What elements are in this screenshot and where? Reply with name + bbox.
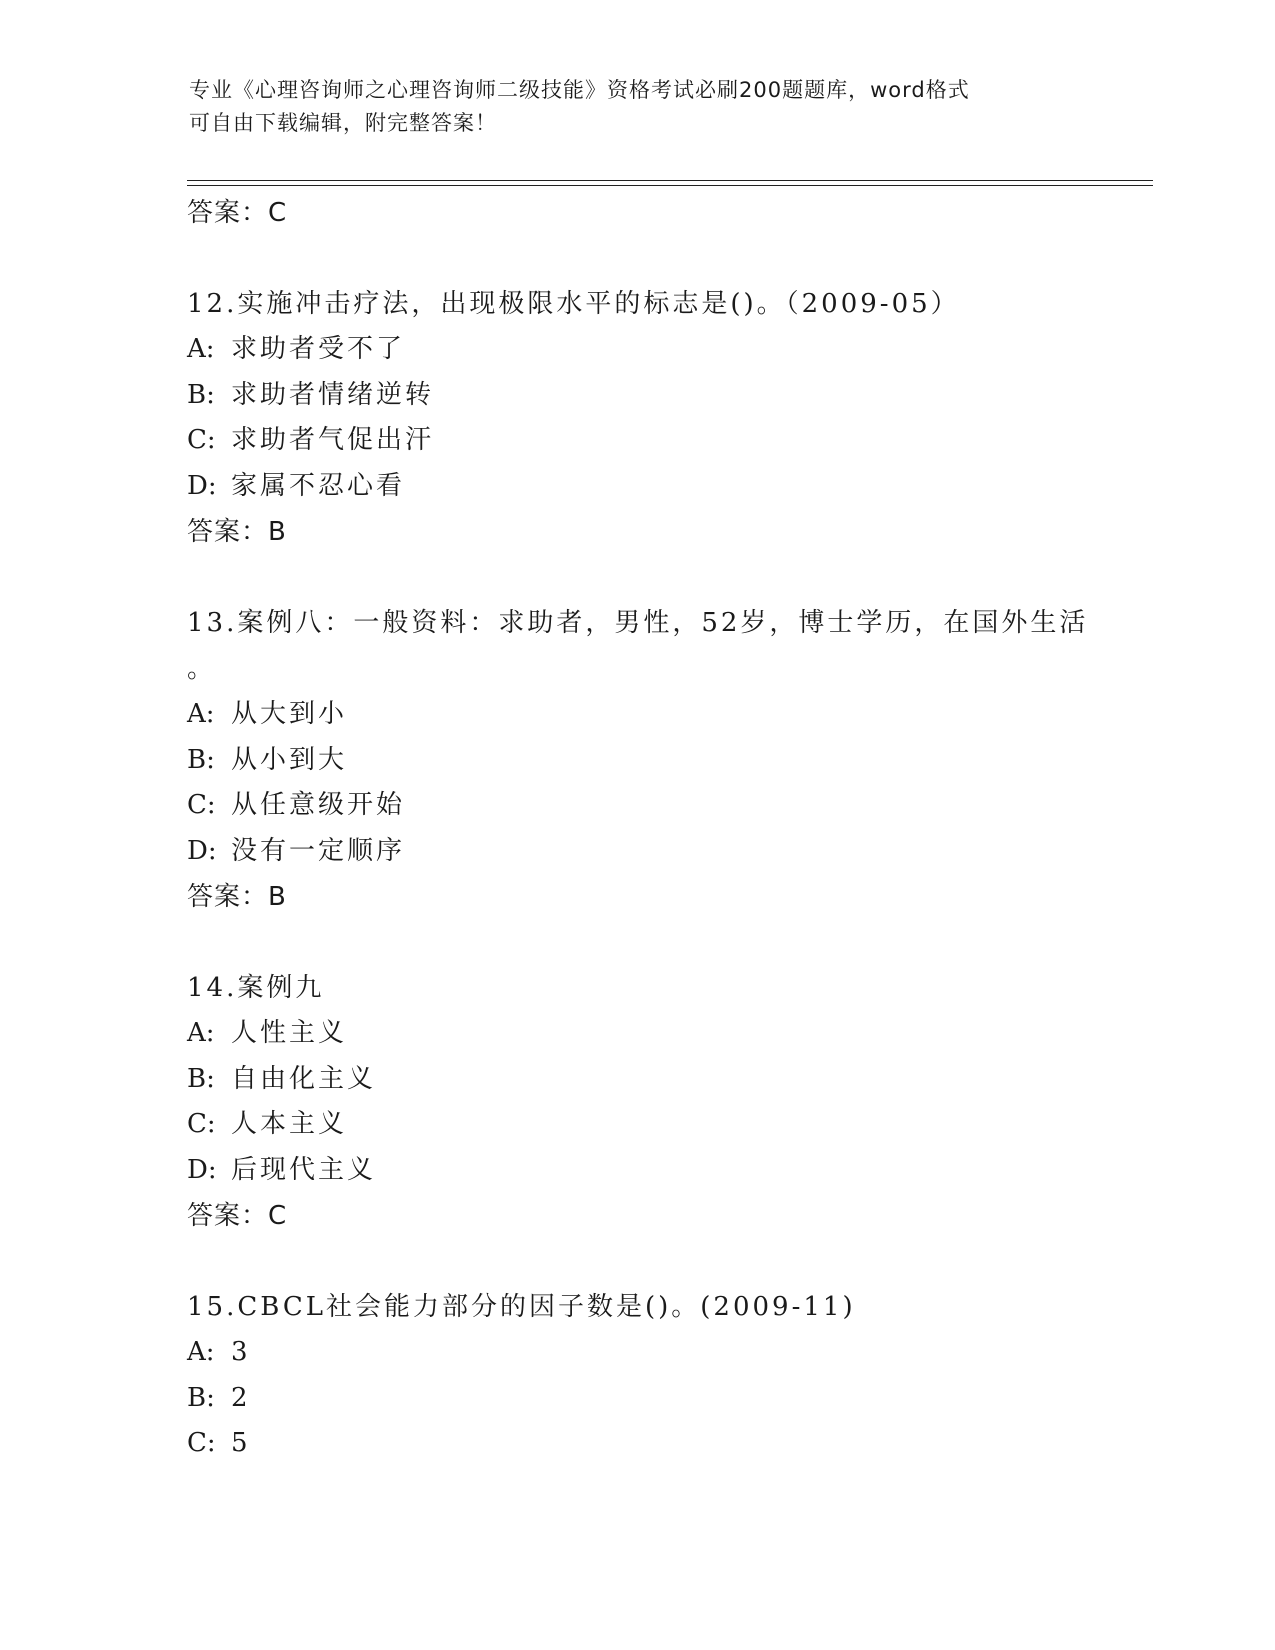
option-a <box>187 327 1087 373</box>
answer: 答案：B <box>187 517 287 547</box>
option-c <box>187 1421 1087 1467</box>
document-header <box>189 74 1069 140</box>
option-key: C: <box>187 425 216 455</box>
question-title: 14.案例九 <box>187 973 325 1003</box>
option-key: A: <box>187 1018 215 1048</box>
option-key: C: <box>187 1428 216 1458</box>
option-text: 3 <box>231 1337 251 1367</box>
option-b <box>187 1376 1087 1422</box>
option-b <box>187 738 1087 784</box>
option-key: D: <box>187 835 217 866</box>
option-key: A: <box>187 1337 215 1367</box>
option-d <box>187 829 1087 875</box>
question-title: 13.案例八：一般资料：求助者，男性，52岁，博士学历，在国外生活 <box>187 608 1089 638</box>
option-text: 后现代主义 <box>231 1154 377 1185</box>
option-key: D: <box>187 470 217 501</box>
spacer <box>187 920 1087 965</box>
option-text: 自由化主义 <box>231 1063 377 1094</box>
option-b <box>187 1057 1087 1103</box>
option-c <box>187 783 1087 829</box>
option-text: 求助者受不了 <box>231 334 406 364</box>
question-list <box>187 190 1087 1467</box>
option-a <box>187 1011 1087 1057</box>
question-14 <box>187 965 1087 1239</box>
question-title: 15.CBCL社会能力部分的因子数是()。(2009-11) <box>187 1292 856 1322</box>
option-text: 5 <box>231 1428 251 1458</box>
option-text: 从大到小 <box>231 699 348 729</box>
option-a <box>187 692 1087 738</box>
question-13 <box>187 600 1087 920</box>
option-key: B: <box>187 1063 215 1094</box>
question-title-continuation: 。 <box>187 654 214 684</box>
option-text: 从小到大 <box>231 744 348 775</box>
option-key: A: <box>187 699 215 729</box>
option-key: B: <box>187 379 215 410</box>
spacer <box>187 555 1087 600</box>
option-text: 求助者气促出汗 <box>231 425 435 455</box>
option-key: B: <box>187 744 215 775</box>
option-text: 2 <box>231 1382 251 1413</box>
option-key: C: <box>187 1109 216 1139</box>
question-15 <box>187 1284 1087 1467</box>
option-b <box>187 373 1087 419</box>
question-title: 12.实施冲击疗法，出现极限水平的标志是()。（2009-05） <box>187 289 960 319</box>
option-key: B: <box>187 1382 215 1413</box>
option-c <box>187 418 1087 464</box>
option-text: 家属不忍心看 <box>231 470 406 501</box>
question-12 <box>187 281 1087 555</box>
answer: 答案：B <box>187 882 287 912</box>
option-text: 从任意级开始 <box>231 790 406 820</box>
spacer <box>187 236 1087 281</box>
option-text: 求助者情绪逆转 <box>231 379 435 410</box>
header-divider-top <box>187 180 1153 181</box>
previous-answer: 答案：C <box>187 198 288 228</box>
option-text: 人性主义 <box>231 1018 348 1048</box>
header-line-1: 专业《心理咨询师之心理咨询师二级技能》资格考试必刷200题题库，word格式 <box>189 78 970 102</box>
option-d <box>187 1148 1087 1194</box>
option-text: 没有一定顺序 <box>231 835 406 866</box>
option-a <box>187 1330 1087 1376</box>
option-d <box>187 464 1087 510</box>
option-key: D: <box>187 1154 217 1185</box>
answer: 答案：C <box>187 1201 288 1231</box>
spacer <box>187 1239 1087 1284</box>
header-line-2: 可自由下载编辑，附完整答案！ <box>189 111 497 135</box>
header-divider-bottom <box>187 185 1153 186</box>
option-key: A: <box>187 334 215 364</box>
option-text: 人本主义 <box>231 1109 348 1139</box>
option-c <box>187 1102 1087 1148</box>
option-key: C: <box>187 790 216 820</box>
